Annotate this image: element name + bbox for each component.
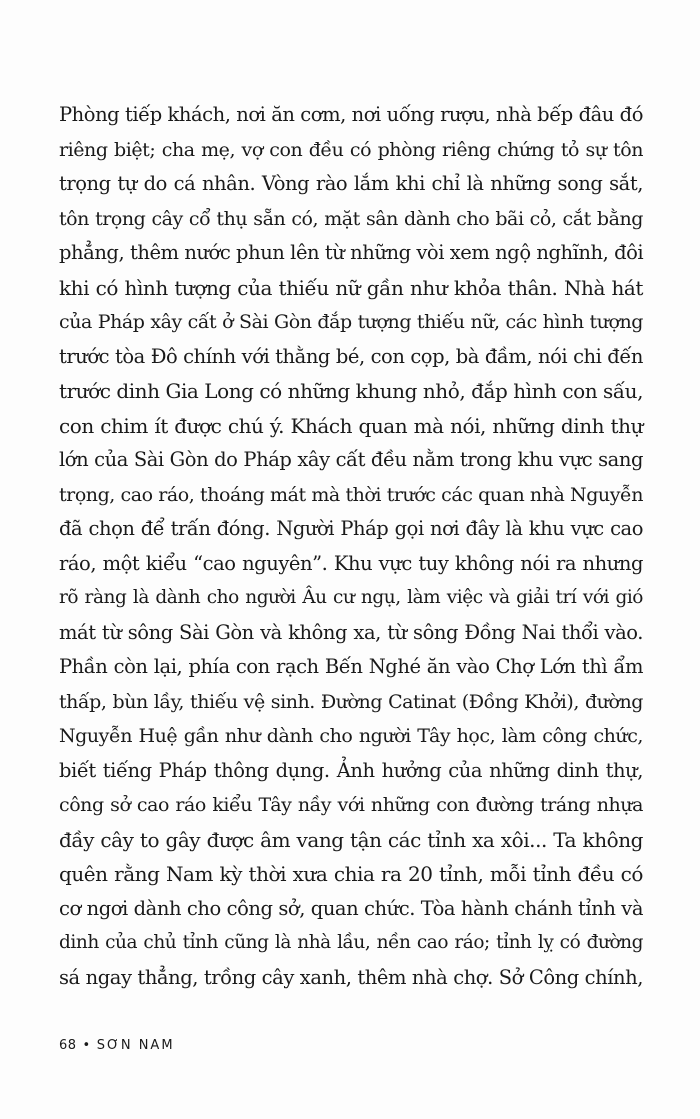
text-line: trọng tự do cá nhân. Vòng rào lắm khi chỉ là những song sắt, [59,172,643,195]
footer-separator: • [82,1038,91,1053]
text-line: Phòng tiếp khách, nơi ăn cơm, nơi uống rượu, nhà bếp đâu đó [59,103,643,126]
text-line: mát từ sông Sài Gòn và không xa, từ sông Đồng Nai thổi vào. [59,620,643,644]
text-line: tôn trọng cây cổ thụ sẵn có, mặt sân dành cho bãi cỏ, cắt bằng [59,207,643,230]
text-line: Phần còn lại, phía con rạch Bến Nghé ăn vào Chợ Lớn thì ẩm [59,655,643,678]
text-line: công sở cao ráo kiểu Tây nầy với những con đường tráng nhựa [59,794,643,816]
text-line: riêng biệt; cha mẹ, vợ con đều có phòng riêng chứng tỏ sự tôn [59,138,643,161]
text-line: trọng, cao ráo, thoáng mát mà thời trước các quan nhà Nguyễn [59,483,643,506]
author-name: SƠN NAM [96,1038,175,1053]
text-line: đã chọn để trấn đóng. Người Pháp gọi nơi đây là khu vực cao [59,517,643,540]
text-line: đầy cây to gây được âm vang tận các tỉnh xa xôi... Ta không [59,827,643,852]
text-line: trước dinh Gia Long có những khung nhỏ, đắp hình con sấu, [59,379,644,403]
text-line: quên rằng Nam kỳ thời xưa chia ra 20 tỉnh, mỗi tỉnh đều có [59,862,643,886]
text-line: sá ngay thẳng, trồng cây xanh, thêm nhà chợ. Sở Công chính, [59,965,643,989]
page-number: 68 [59,1038,77,1053]
text-line: con chim ít được chú ý. Khách quan mà nói, những dinh thự [59,413,643,438]
text-line: dinh của chủ tỉnh cũng là nhà lầu, nền cao ráo; tỉnh lỵ có đường [59,932,643,953]
text-line: lớn của Sài Gòn do Pháp xây cất đều nằm trong khu vực sang [59,448,643,471]
text-line: trước tòa Đô chính với thằng bé, con cọp, bà đầm, nói chi đến [59,344,643,368]
text-line: thấp, bùn lầy, thiếu vệ sinh. Đường Catinat (Đồng Khởi), đường [59,690,643,713]
text-line: biết tiếng Pháp thông dụng. Ảnh hưởng của những dinh thự, [59,758,643,782]
text-line: phẳng, thêm nước phun lên từ những vòi xem ngộ nghĩnh, đôi [59,241,644,264]
text-line: của Pháp xây cất ở Sài Gòn đắp tượng thiếu nữ, các hình tượng [59,311,643,333]
page-footer [59,1038,175,1053]
text-line: rõ ràng là dành cho người Âu cư ngụ, làm việc và giải trí với gió [59,587,643,608]
text-line: Nguyễn Huệ gần như dành cho người Tây học, làm công chức, [59,725,643,747]
text-line: khi có hình tượng của thiếu nữ gần như khỏa thân. Nhà hát [59,275,643,300]
body-text [59,98,649,995]
text-line: cơ ngơi dành cho công sở, quan chức. Tòa hành chánh tỉnh và [59,896,643,920]
text-line: ráo, một kiểu “cao nguyên”. Khu vực tuy không nói ra nhưng [59,551,643,575]
